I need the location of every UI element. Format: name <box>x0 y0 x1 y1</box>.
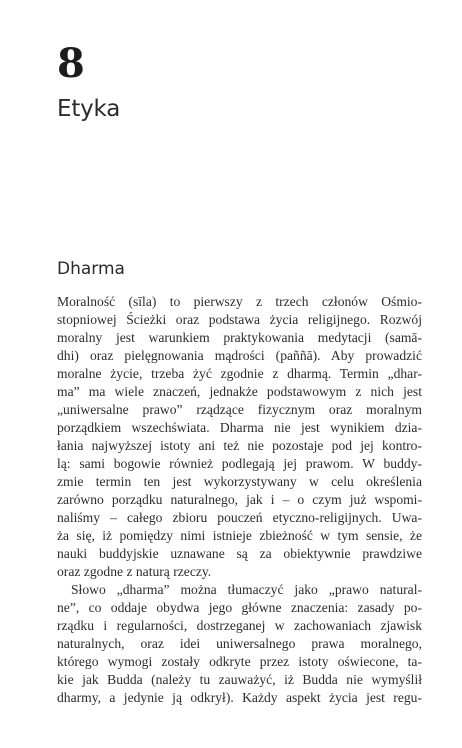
text-line: lą: sami bogowie również podlegają jej prawom. W buddy- <box>57 456 422 471</box>
section-heading: Dharma <box>57 259 125 279</box>
text-line: którego wymogi zostały odkryte przez istoty oświecone, ta- <box>57 654 422 669</box>
text-line: kie jak Budda (należy tu zauważyć, iż Budda nie wymyślił <box>57 672 422 687</box>
text-line: nauki buddyjskie uznawane są za obiektywnie prawdziwe <box>57 546 422 561</box>
text-line: dharmy, a jedynie ją odkrył). Każdy aspekt życia jest regu- <box>57 690 422 705</box>
chapter-number: 8 <box>57 40 85 87</box>
text-line: Moralność (sīla) to pierwszy z trzech członów Ośmio- <box>57 294 422 309</box>
paragraph <box>57 293 422 581</box>
text-line: Słowo „dharma” można tłumaczyć jako „prawo natural- <box>71 582 422 597</box>
text-line: stopniowej Ścieżki oraz podstawa życia religijnego. Rozwój <box>57 312 422 327</box>
body-text <box>57 293 422 707</box>
text-line: ma” ma wiele znaczeń, jednakże podstawowym z nich jest <box>57 384 422 399</box>
text-line: zmie termin ten jest wykorzystywany w celu określenia <box>57 474 422 489</box>
text-line: ne”, co oddaje obydwa jego główne znaczenia: zasady po- <box>57 600 422 615</box>
text-line: ża się, iż pomiędzy nimi istnieje zbieżność w tym sensie, że <box>57 528 422 543</box>
text-line: naturalnych, oraz idei uniwersalnego prawa moralnego, <box>57 636 422 651</box>
text-line: moralny jest warunkiem praktykowania medytacji (samā- <box>57 330 422 345</box>
paragraph <box>57 581 422 707</box>
text-line: rządku i regularności, dostrzeganej w zachowaniach zjawisk <box>57 618 422 633</box>
text-line: łania najwyższej istoty ani też nie pozostaje pod jej kontro- <box>57 438 422 453</box>
text-line: zarówno porządku naturalnego, jak i – o czym już wspomi- <box>57 492 422 507</box>
text-line: moralne życie, trzeba żyć zgodnie z dharmą. Termin „dhar- <box>57 366 422 381</box>
chapter-title: Etyka <box>57 96 121 122</box>
text-line: porządkiem wszechświata. Dharma nie jest wynikiem dzia- <box>57 420 422 435</box>
text-line: dhi) oraz pielęgnowania mądrości (paññā). Aby prowadzić <box>57 348 422 363</box>
text-line: oraz zgodne z naturą rzeczy. <box>57 564 212 579</box>
text-line: naliśmy – całego zbioru pouczeń etyczno-religijnych. Uwa- <box>57 510 422 525</box>
text-line: „uniwersalne prawo” rządzące fizycznym oraz moralnym <box>57 402 422 417</box>
